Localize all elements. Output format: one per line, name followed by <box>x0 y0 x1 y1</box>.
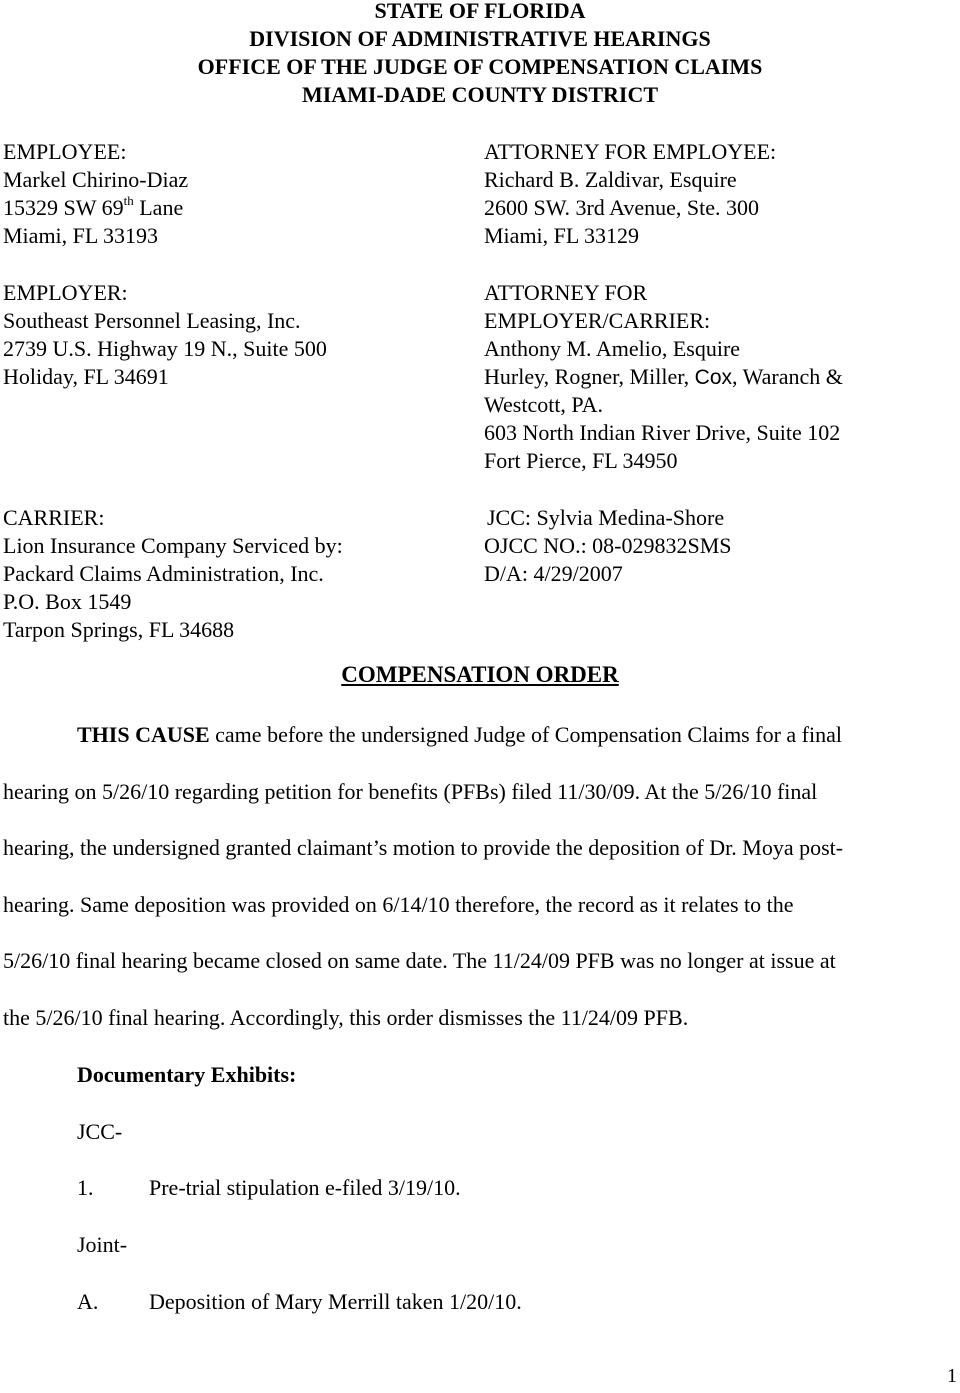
attorney-employer-city: Fort Pierce, FL 34950 <box>484 448 678 473</box>
exhibit-item-text: Pre-trial stipulation e-filed 3/19/10. <box>149 1175 461 1200</box>
exhibits-joint-label: Joint- <box>77 1232 128 1257</box>
exhibit-item-number: 1. <box>77 1175 94 1200</box>
header-district: MIAMI-DADE COUNTY DISTRICT <box>301 82 659 107</box>
attorney-employee-city: Miami, FL 33129 <box>484 223 640 248</box>
header-division: DIVISION OF ADMINISTRATIVE HEARINGS <box>249 26 711 51</box>
carrier-label: CARRIER: <box>3 505 105 530</box>
case-ojcc-number: OJCC NO.: 08-029832SMS <box>484 533 732 558</box>
exhibits-heading: Documentary Exhibits: <box>77 1062 297 1087</box>
carrier-city: Tarpon Springs, FL 34688 <box>3 617 235 642</box>
attorney-employee-street: 2600 SW. 3rd Avenue, Ste. 300 <box>484 195 759 220</box>
body-line-6: the 5/26/10 final hearing. Accordingly, this order dismisses the 11/24/09 PFB. <box>3 1005 689 1030</box>
attorney-employer-name: Anthony M. Amelio, Esquire <box>484 336 741 361</box>
employer-street: 2739 U.S. Highway 19 N., Suite 500 <box>3 336 327 361</box>
body-line-2: hearing on 5/26/10 regarding petition for benefits (PFBs) filed 11/30/09. At the 5/26/10 final <box>3 779 818 804</box>
case-jcc: JCC: Sylvia Medina-Shore <box>487 505 725 530</box>
carrier-admin: Packard Claims Administration, Inc. <box>3 561 324 586</box>
attorney-employer-label2: EMPLOYER/CARRIER: <box>484 308 711 333</box>
body-line-5: 5/26/10 final hearing became closed on same date. The 11/24/09 PFB was no longer at issue at <box>3 948 836 973</box>
exhibit-item-text: Deposition of Mary Merrill taken 1/20/10. <box>149 1289 522 1314</box>
attorney-employee-label: ATTORNEY FOR EMPLOYEE: <box>484 139 777 164</box>
attorney-employer-firm: Hurley, Rogner, Miller, Cox, Waranch & <box>484 364 843 389</box>
header-state: STATE OF FLORIDA <box>374 0 586 23</box>
body-line-1: THIS CAUSE came before the undersigned Judge of Compensation Claims for a final <box>77 722 842 747</box>
page-number: 1 <box>947 1365 957 1387</box>
exhibits-jcc-label: JCC- <box>77 1119 123 1144</box>
order-title: COMPENSATION ORDER <box>341 662 619 687</box>
attorney-employer-street: 603 North Indian River Drive, Suite 102 <box>484 420 841 445</box>
carrier-name: Lion Insurance Company Serviced by: <box>3 533 343 558</box>
employee-name: Markel Chirino-Diaz <box>3 167 189 192</box>
employee-street: 15329 SW 69th Lane <box>3 192 184 220</box>
exhibit-item-number: A. <box>77 1289 99 1314</box>
attorney-employer-label1: ATTORNEY FOR <box>484 280 648 305</box>
employer-label: EMPLOYER: <box>3 280 128 305</box>
employer-name: Southeast Personnel Leasing, Inc. <box>3 308 301 333</box>
employee-city: Miami, FL 33193 <box>3 223 159 248</box>
header-office: OFFICE OF THE JUDGE OF COMPENSATION CLAIMS <box>197 54 763 79</box>
employer-city: Holiday, FL 34691 <box>3 364 169 389</box>
attorney-employee-name: Richard B. Zaldivar, Esquire <box>484 167 737 192</box>
body-line-3: hearing, the undersigned granted claimant’s motion to provide the deposition of Dr. Moya post- <box>3 835 844 860</box>
case-date-of-accident: D/A: 4/29/2007 <box>484 561 623 586</box>
attorney-employer-firm2: Westcott, PA. <box>484 392 604 417</box>
employee-label: EMPLOYEE: <box>3 139 127 164</box>
body-line-4: hearing. Same deposition was provided on 6/14/10 therefore, the record as it relates to the <box>3 892 794 917</box>
carrier-pobox: P.O. Box 1549 <box>3 589 132 614</box>
